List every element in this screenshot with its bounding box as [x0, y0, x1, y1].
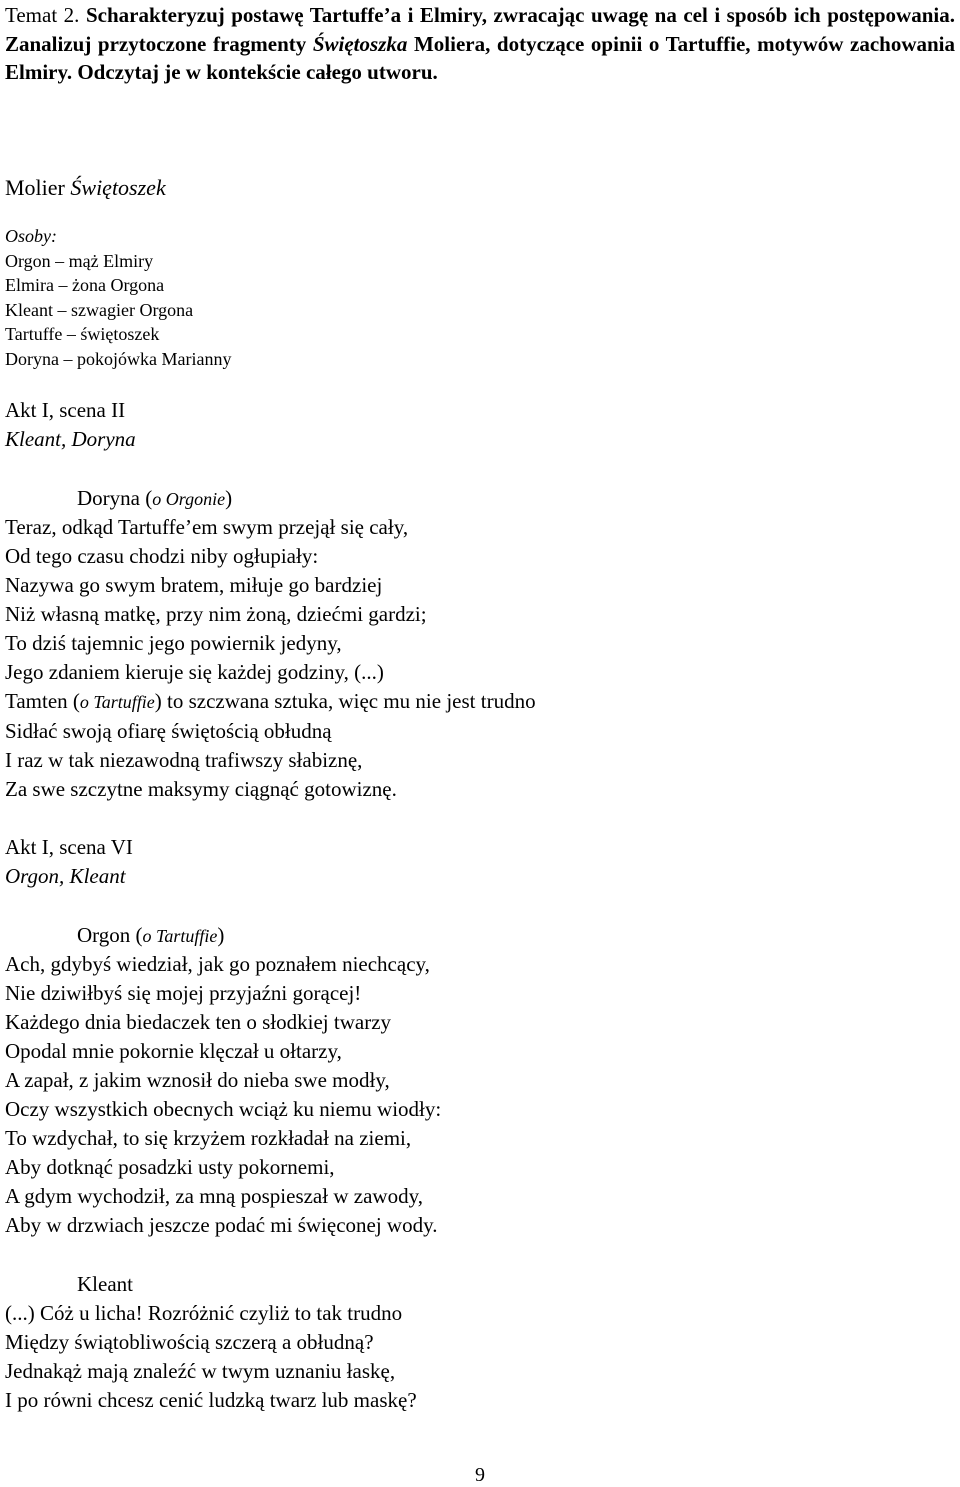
scene1-speaker: Doryna (o Orgonie)	[77, 486, 233, 510]
task-prompt	[5, 1, 955, 87]
scene2-speaker: Orgon (o Tartuffie)	[77, 923, 225, 947]
scene1-characters: Kleant, Doryna	[5, 427, 136, 451]
verse-line: (...) Cóż u licha! Rozróżnić czyliż to tak trudno	[5, 1301, 403, 1325]
cast-item: Tartuffe – świętoszek	[5, 324, 160, 345]
scene2-title: Akt I, scena VI	[5, 835, 133, 859]
cast-item: Elmira – żona Orgona	[5, 275, 165, 296]
verse-line: Aby w drzwiach jeszcze podać mi święconej wody.	[5, 1213, 438, 1237]
verse-line: Teraz, odkąd Tartuffe’em swym przejął się cały,	[5, 515, 409, 539]
scene2-characters: Orgon, Kleant	[5, 864, 126, 888]
verse-line: Za swe szczytne maksymy ciągnąć gotowiznę.	[5, 777, 397, 801]
verse-line: Jego zdaniem kieruje się każdej godziny, (...)	[5, 660, 384, 684]
scene1-title: Akt I, scena II	[5, 398, 126, 422]
task-title-italic: Świętoszka	[312, 31, 408, 56]
verse-line: Aby dotknąć posadzki usty pokornemi,	[5, 1155, 335, 1179]
scene2-speaker2: Kleant	[77, 1272, 133, 1296]
scene2-verse	[5, 950, 441, 1240]
task-text-part1: Scharakteryzuj postawę Tartuffe’a i Elmiry, zwracając uwagę na cel i sposób ich postępowania. Zanalizuj przytoczone fragmenty	[5, 3, 955, 56]
page-number: 9	[475, 1464, 485, 1486]
cast-label: Osoby:	[5, 226, 57, 246]
verse-line: Opodal mnie pokornie klęczał u ołtarzy,	[5, 1039, 342, 1063]
speaker-name: Orgon	[77, 923, 131, 947]
verse-line: Nie dziwiłbyś się mojej przyjaźni gorącej!	[5, 981, 362, 1005]
verse-line: To wzdychał, to się krzyżem rozkładał na ziemi,	[5, 1126, 412, 1150]
verse-stage-note: o Tartuffie	[79, 692, 155, 712]
scene1-verse	[5, 513, 536, 804]
author-name: Molier	[5, 175, 65, 200]
verse-line: Nazywa go swym bratem, miłuje go bardziej	[5, 573, 383, 597]
verse-line: Między świątobliwością szczerą a obłudną?	[5, 1330, 374, 1354]
speaker-name: Doryna	[77, 486, 140, 510]
verse-line: To dziś tajemnic jego powiernik jedyny,	[5, 631, 342, 655]
cast-item: Doryna – pokojówka Marianny	[5, 348, 232, 369]
verse-line-tamten	[5, 687, 536, 717]
verse-line: Ach, gdybyś wiedział, jak go poznałem niechcący,	[5, 952, 430, 976]
verse-fragment: ) to szczwana sztuka, więc mu nie jest trudno	[154, 689, 536, 713]
work-title: Świętoszek	[70, 175, 166, 200]
verse-line: I raz w tak niezawodną trafiwszy słabiznę,	[5, 748, 363, 772]
verse-line: A zapał, z jakim wznosił do nieba swe modły,	[5, 1068, 390, 1092]
work-heading	[5, 174, 166, 202]
verse-line: Sidłać swoją ofiarę świętością obłudną	[5, 719, 332, 743]
verse-line: Od tego czasu chodzi niby ogłupiały:	[5, 544, 319, 568]
verse-line: A gdym wychodził, za mną pospieszał w zawody,	[5, 1184, 423, 1208]
verse-line: I po równi chcesz cenić ludzką twarz lub maskę?	[5, 1388, 417, 1412]
task-text-part2: Moliera, dotyczące opinii o Tartuffie, motywów zachowania Elmiry. Odczytaj je w kontekście całego utworu.	[5, 31, 956, 84]
speaker-stage-note: o Orgonie	[152, 489, 226, 509]
cast-item: Kleant – szwagier Orgona	[5, 299, 194, 320]
verse-line: Niż własną matkę, przy nim żoną, dziećmi gardzi;	[5, 602, 427, 626]
verse-line: Jednakąż mają znaleźć w twym uznaniu łaskę,	[5, 1359, 396, 1383]
scene2-verse2	[5, 1299, 417, 1415]
verse-line: Każdego dnia biedaczek ten o słodkiej twarzy	[5, 1010, 392, 1034]
cast-item: Orgon – mąż Elmiry	[5, 250, 154, 271]
verse-line: Oczy wszystkich obecnych wciąż ku niemu wiodły:	[5, 1097, 442, 1121]
verse-fragment: Tamten (	[5, 689, 80, 713]
cast-list	[5, 224, 231, 372]
task-prefix: Temat 2.	[5, 3, 86, 27]
speaker-stage-note: o Tartuffie	[142, 926, 218, 946]
